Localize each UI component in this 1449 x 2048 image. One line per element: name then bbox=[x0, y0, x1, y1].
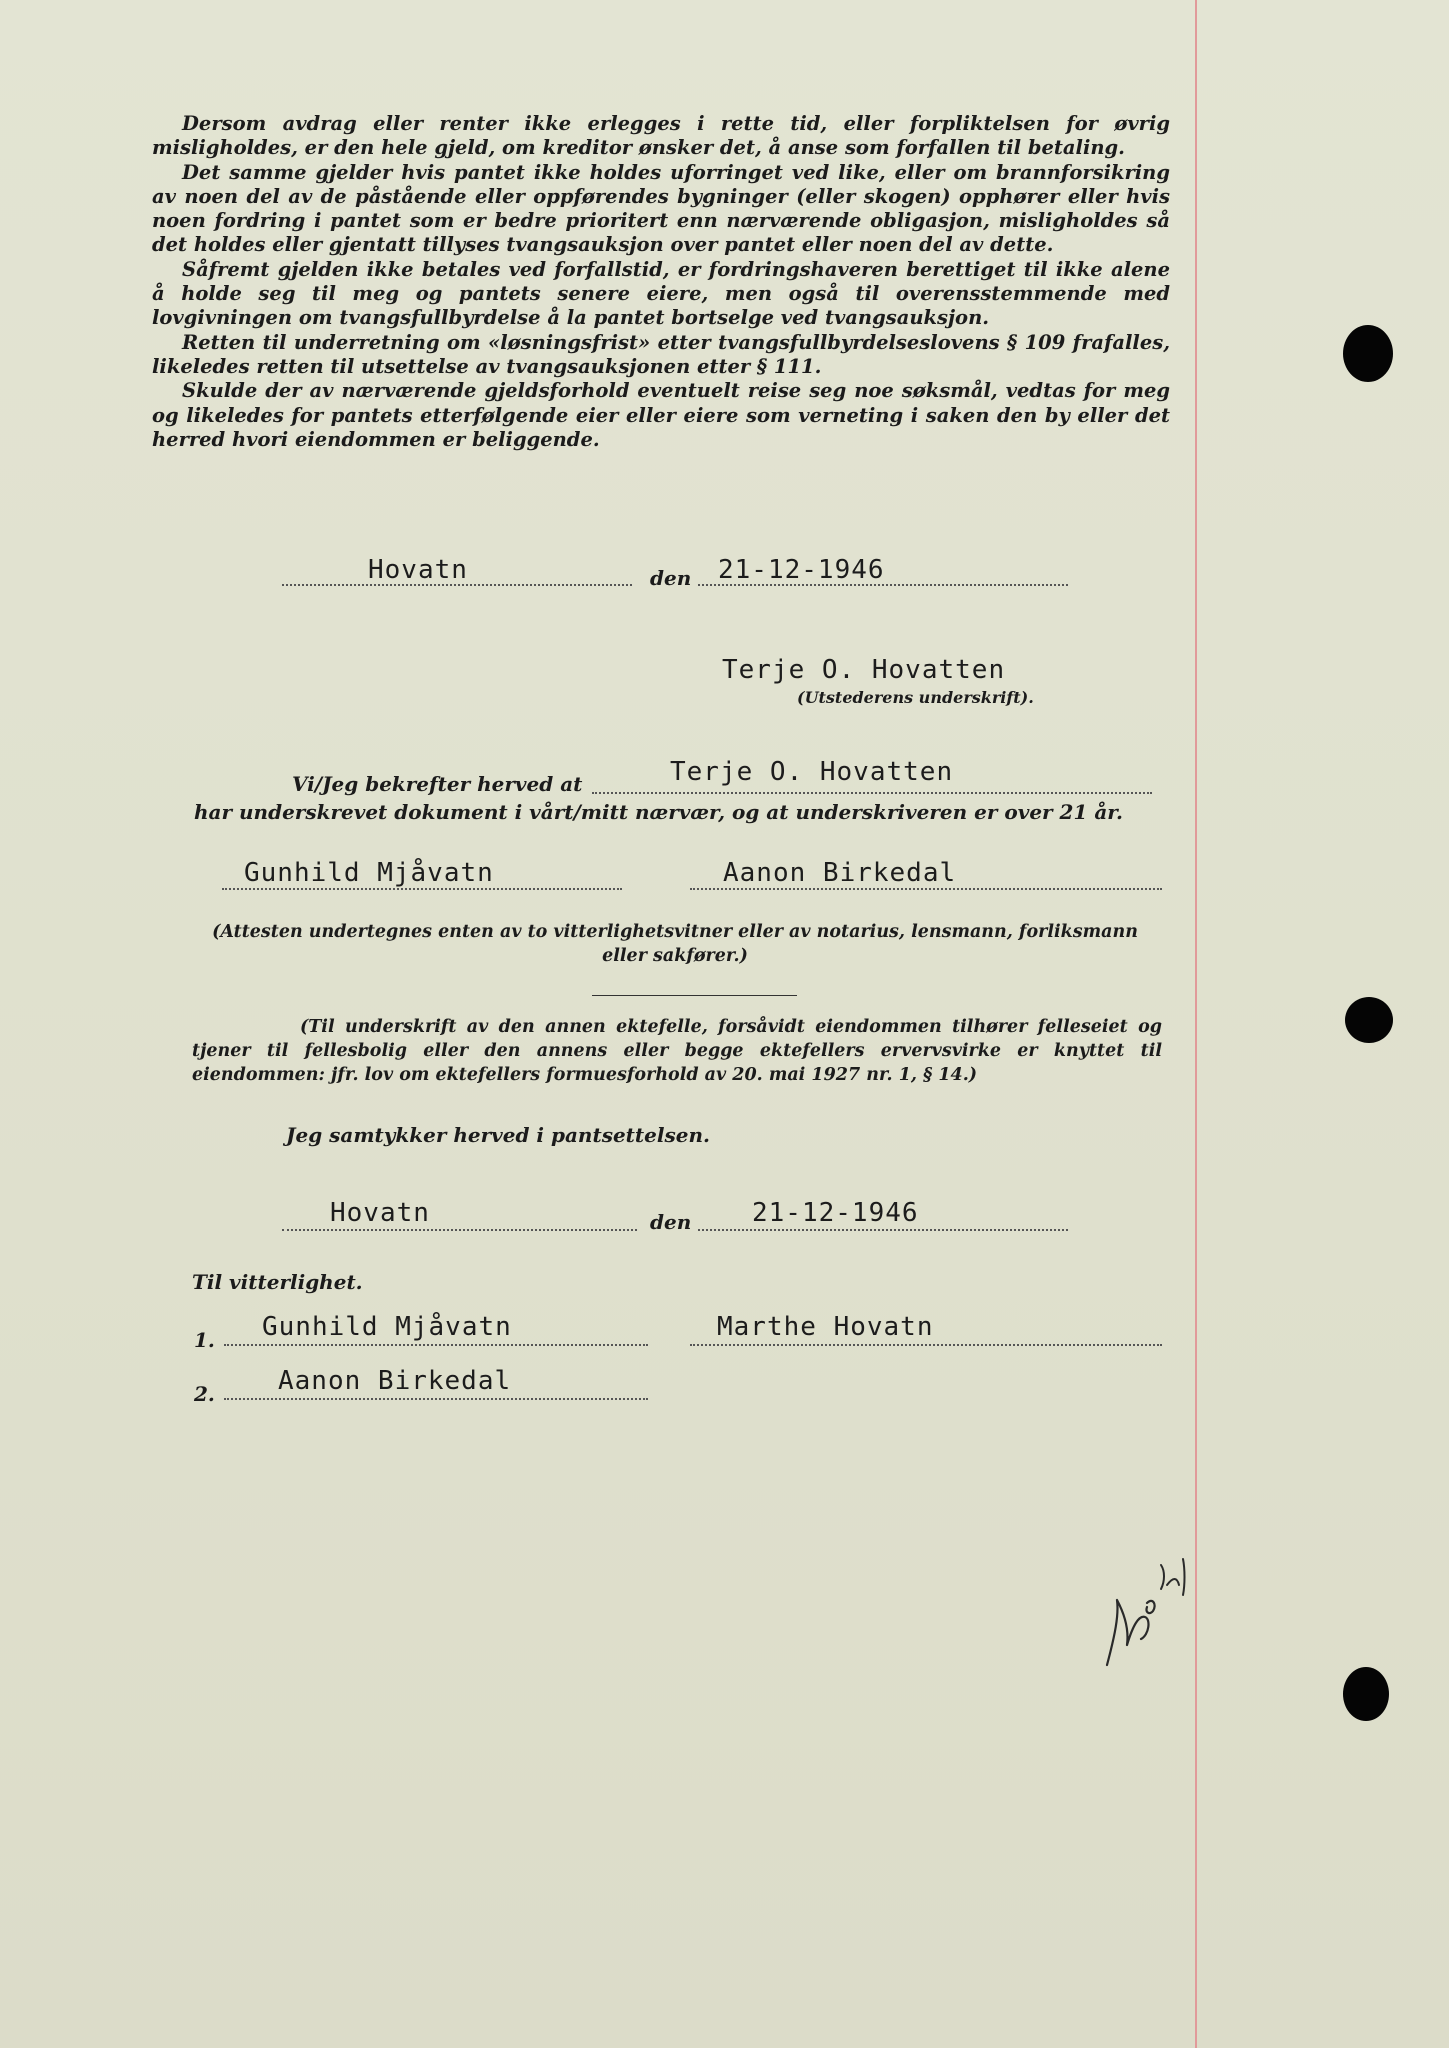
terms-text bbox=[152, 112, 1170, 452]
spouse-witness-1-line bbox=[224, 1344, 648, 1346]
confirm-prefix: Vi/Jeg bekrefter herved at bbox=[292, 772, 583, 796]
consent-text: Jeg samtykker herved i pantsettelsen. bbox=[286, 1123, 710, 1147]
witness-number-1: 1. bbox=[194, 1328, 215, 1352]
witness-1-line bbox=[222, 888, 622, 890]
attest-note-text: (Attesten undertegnes enten av to vitterlighetsvitner eller av notarius, lensmann, forliksmann eller sakfører.) bbox=[212, 922, 1138, 966]
spouse-place: Hovatn bbox=[330, 1198, 430, 1228]
attest-note bbox=[190, 920, 1160, 968]
spouse-note-text: (Til underskrift av den annen ektefelle, forsåvidt eiendommen tilhører felleseiet og tjener til fellesbolig eller den annens eller begge ektefellers ervervsvirke er knyttet til eiendommen: jfr. lov om ektefellers formuesforhold av 20. mai 1927 nr. 1, § 14.) bbox=[192, 1017, 1162, 1085]
til-vitterlighet-label: Til vitterlighet. bbox=[192, 1270, 363, 1294]
spouse-signer-name: Marthe Hovatn bbox=[717, 1312, 934, 1342]
terms-paragraph-venue: Skulde der av nærværende gjeldsforhold eventuelt reise seg noe søksmål, vedtas for meg og likeledes for pantets etterfølgende eier eller eiere som verneting i saken den by eller det herred hvori eiendommen er beliggende. bbox=[152, 379, 1170, 451]
confirm-name: Terje O. Hovatten bbox=[670, 757, 954, 787]
witness-number-2: 2. bbox=[194, 1382, 215, 1406]
terms-paragraph-default: Dersom avdrag eller renter ikke erlegges i rette tid, eller forpliktelsen for øvrig misligholdes, er den hele gjeld, om kreditor ønsker det, å anse som forfallen til betaling. bbox=[152, 112, 1170, 160]
issue-place: Hovatn bbox=[368, 555, 468, 585]
spouse-place-line bbox=[282, 1229, 637, 1231]
punch-hole-bottom bbox=[1343, 1667, 1389, 1721]
confirm-suffix: har underskrevet dokument i vårt/mitt nærvær, og at underskriveren er over 21 år. bbox=[194, 800, 1123, 824]
separator-line bbox=[592, 995, 797, 996]
issue-place-line bbox=[282, 584, 632, 586]
witness-1-name: Gunhild Mjåvatn bbox=[244, 858, 494, 888]
witness-2-name: Aanon Birkedal bbox=[723, 858, 957, 888]
spouse-note bbox=[192, 1015, 1162, 1087]
margin-line bbox=[1195, 0, 1197, 2048]
spouse-den-label: den bbox=[650, 1210, 692, 1234]
spouse-witness-2-name: Aanon Birkedal bbox=[278, 1366, 512, 1396]
issue-date-line bbox=[698, 584, 1068, 586]
spouse-date: 21-12-1946 bbox=[752, 1198, 919, 1228]
handwritten-initials bbox=[1095, 1555, 1195, 1675]
issue-den-label: den bbox=[650, 566, 692, 590]
issuer-caption: (Utstederens underskrift). bbox=[797, 688, 1034, 707]
issue-date: 21-12-1946 bbox=[718, 555, 885, 585]
punch-hole-middle bbox=[1345, 997, 1393, 1043]
witness-2-line bbox=[690, 888, 1162, 890]
spouse-witness-2-line bbox=[224, 1398, 648, 1400]
punch-hole-top bbox=[1343, 325, 1393, 382]
terms-paragraph-forced-sale: Såfremt gjelden ikke betales ved forfallstid, er fordringshaveren berettiget til ikke alene å holde seg til meg og pantets senere eiere, men også til overensstemmende med lovgivningen om tvangsfullbyrdelse å la pantet bortselge ved tvangsauksjon. bbox=[152, 257, 1170, 330]
terms-paragraph-notice: Retten til underretning om «løsningsfrist» etter tvangsfullbyrdelseslovens § 109 frafalles, likeledes retten til utsettelse av tvangsauksjonen etter § 111. bbox=[152, 330, 1170, 378]
confirm-name-line bbox=[592, 792, 1152, 794]
spouse-signer-line bbox=[690, 1344, 1162, 1346]
spouse-witness-1-name: Gunhild Mjåvatn bbox=[262, 1312, 512, 1342]
issuer-signature: Terje O. Hovatten bbox=[722, 655, 1006, 685]
terms-paragraph-fire-insurance: Det samme gjelder hvis pantet ikke holdes uforringet ved like, eller om brannforsikring av noen del av de påstående eller oppførendes bygninger (eller skogen) opphører eller hvis noen fordring i pantet som er bedre prioritert enn nærværende obligasjon, misligholdes så det holdes eller gjentatt tillyses tvangsauksjon over pantet eller noen del av dette. bbox=[152, 160, 1170, 257]
spouse-date-line bbox=[698, 1229, 1068, 1231]
